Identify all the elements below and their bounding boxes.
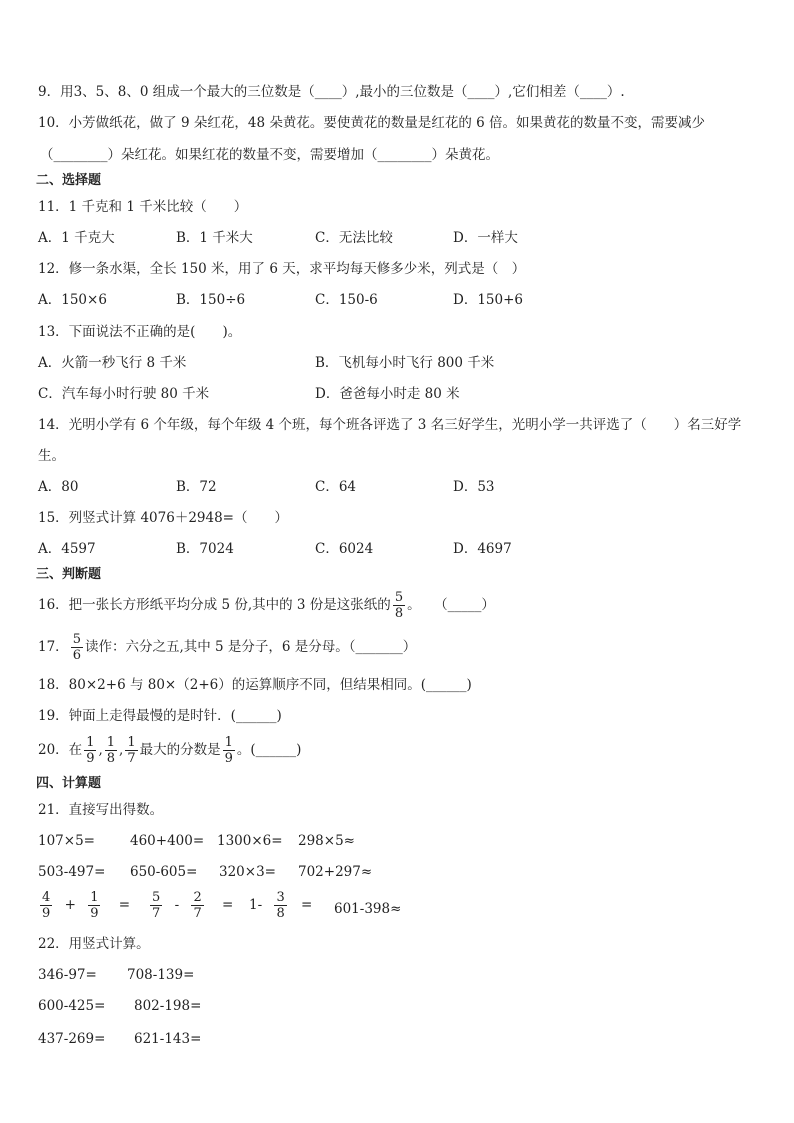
q17-fraction xyxy=(71,632,83,663)
q20-comma-1: , xyxy=(98,742,103,758)
question-20 xyxy=(38,735,301,766)
q20-answer-fraction xyxy=(223,735,235,766)
q21-e3-den: 8 xyxy=(276,906,285,921)
question-22: 22．用竖式计算。 xyxy=(38,936,150,952)
q20-f1-den: 9 xyxy=(86,751,95,766)
question-12: 12．修一条水渠，全长 150 米，用了 6 天，求平均每天修多少米，列式是（ ） xyxy=(38,261,526,277)
q11-option-c: C．无法比较 xyxy=(315,230,393,246)
q17-number: 17． xyxy=(38,639,69,655)
q16-blank: 。 （_____） xyxy=(407,597,495,613)
q17-numerator: 5 xyxy=(72,632,81,647)
question-18: 18．80×2+6 与 80×（2+6）的运算顺序不同，但结果相同。(______) xyxy=(38,677,472,693)
q16-numerator: 5 xyxy=(394,590,404,605)
q22-r1-c1: 346-97= xyxy=(38,967,97,983)
q21-r2-c4: 702+297≈ xyxy=(298,864,373,880)
q16-text: 16．把一张长方形纸平均分成 5 份,其中的 3 份是这张纸的 xyxy=(38,597,391,613)
question-9: 9．用3、5、8、0 组成一个最大的三位数是（____）,最小的三位数是（____）,它们相差（____）. xyxy=(38,84,625,100)
q15-option-d: D．4697 xyxy=(453,541,512,557)
q20-fraction-2 xyxy=(105,735,117,766)
section-choice-heading: 二、选择题 xyxy=(36,173,102,188)
q20-number: 20．在 xyxy=(38,742,83,758)
q21-e2-op: - xyxy=(174,897,180,913)
q12-option-b: B．150÷6 xyxy=(176,292,246,308)
q21-r2-c2: 650-605= xyxy=(130,864,198,880)
question-14-line2: 生。 xyxy=(38,448,65,464)
q14-option-c: C．64 xyxy=(315,479,357,495)
q20-fraction-3 xyxy=(125,735,137,766)
q20-f3-num: 1 xyxy=(127,735,136,750)
q20-f3-den: 7 xyxy=(127,751,136,766)
q21-r1-c3: 1300×6= xyxy=(217,833,283,849)
q20-comma-2: , xyxy=(119,742,124,758)
q13-option-b: B．飞机每小时飞行 800 千米 xyxy=(315,355,495,371)
q21-e2-eq: = xyxy=(222,897,234,913)
q11-option-d: D．一样大 xyxy=(453,230,518,246)
q22-r2-c1: 600-425= xyxy=(38,998,106,1014)
q20-f2-num: 1 xyxy=(106,735,116,750)
q22-r1-c2: 708-139= xyxy=(127,967,195,983)
q21-r1-c4: 298×5≈ xyxy=(298,833,355,849)
q21-e3-eq: = xyxy=(301,897,313,913)
q21-e1a-den: 9 xyxy=(42,906,51,921)
q16-denominator: 8 xyxy=(394,606,404,621)
q11-option-b: B．1 千米大 xyxy=(176,230,253,246)
q22-r3-c2: 621-143= xyxy=(134,1031,202,1047)
q13-option-c: C．汽车每小时行驶 80 千米 xyxy=(38,386,210,402)
q16-fraction xyxy=(393,590,405,621)
q17-text: 读作：六分之五,其中 5 是分子，6 是分母。（_______） xyxy=(84,639,417,655)
q22-r2-c2: 802-198= xyxy=(134,998,202,1014)
q21-r2-c1: 503-497= xyxy=(38,864,106,880)
q13-option-a: A．火箭一秒飞行 8 千米 xyxy=(38,355,187,371)
q20-fraction-1 xyxy=(84,735,96,766)
q17-denominator: 6 xyxy=(72,648,81,663)
q21-e2b-den: 7 xyxy=(193,906,202,921)
q21-r3-expr2 xyxy=(148,890,233,921)
q21-e1b-num: 1 xyxy=(90,890,99,905)
q14-option-b: B．72 xyxy=(176,479,217,495)
question-10-line1: 10．小芳做纸花，做了 9 朵红花，48 朵黄花。要使黄花的数量是红花的 6 倍。如果黄花的数量不变，需要减少 xyxy=(38,115,705,131)
q22-r3-c1: 437-269= xyxy=(38,1031,106,1047)
q15-option-c: C．6024 xyxy=(315,541,374,557)
q14-option-a: A．80 xyxy=(38,479,79,495)
q21-e1-eq: = xyxy=(118,897,131,913)
question-19: 19．钟面上走得最慢的是时针．(______) xyxy=(38,708,282,724)
q12-option-d: D．150+6 xyxy=(453,292,523,308)
q21-e1b-den: 9 xyxy=(90,906,99,921)
q21-e3-pre: 1- xyxy=(249,897,263,913)
question-14-line1: 14．光明小学有 6 个年级，每个年级 4 个班，每个班各评选了 3 名三好学生，光明小学一共评选了（ ）名三好学 xyxy=(38,417,742,433)
q20-f1-num: 1 xyxy=(86,735,95,750)
question-10-line2: （________）朵红花。如果红花的数量不变，需要增加（________）朵黄花。 xyxy=(40,147,499,163)
q21-r2-c3: 320×3= xyxy=(219,864,276,880)
question-21: 21．直接写出得数。 xyxy=(38,802,164,818)
question-16 xyxy=(38,590,495,621)
q21-r1-c2: 460+400= xyxy=(130,833,205,849)
q21-e2-frac-b xyxy=(191,890,203,921)
q14-option-d: D．53 xyxy=(453,479,495,495)
question-11: 11．1 千克和 1 千米比较（ ） xyxy=(38,199,248,215)
q11-option-a: A．1 千克大 xyxy=(38,230,115,246)
q21-e1-frac-a xyxy=(40,890,52,921)
q21-r1-c1: 107×5= xyxy=(38,833,95,849)
q21-e3-frac xyxy=(274,890,286,921)
q21-e1-frac-b xyxy=(88,890,100,921)
q15-option-a: A．4597 xyxy=(38,541,96,557)
q20-ans-den: 9 xyxy=(224,751,233,766)
q20-f2-den: 8 xyxy=(106,751,116,766)
question-13: 13．下面说法不正确的是( )。 xyxy=(38,324,242,340)
q12-option-a: A．150×6 xyxy=(38,292,107,308)
q20-ans-num: 1 xyxy=(224,735,233,750)
q21-r3-expr4: 601-398≈ xyxy=(334,901,402,917)
section-calc-heading: 四、计算题 xyxy=(36,776,102,791)
q21-e2b-num: 2 xyxy=(193,890,202,905)
q21-e1a-num: 4 xyxy=(42,890,51,905)
q12-option-c: C．150-6 xyxy=(315,292,378,308)
q21-e2a-num: 5 xyxy=(152,890,161,905)
q21-e1-op: + xyxy=(64,897,76,913)
q21-e2a-den: 7 xyxy=(152,906,161,921)
q21-r3-expr1 xyxy=(38,890,130,921)
q20-blank: 。(______) xyxy=(236,742,302,758)
q21-e3-num: 3 xyxy=(276,890,285,905)
q15-option-b: B．7024 xyxy=(176,541,234,557)
q21-e2-frac-a xyxy=(150,890,162,921)
q20-text: 最大的分数是 xyxy=(139,742,221,758)
section-judge-heading: 三、判断题 xyxy=(36,567,102,582)
question-15: 15．列竖式计算 4076＋2948=（ ） xyxy=(38,510,288,526)
question-17 xyxy=(38,632,416,663)
q13-option-d: D．爸爸每小时走 80 米 xyxy=(315,386,460,402)
q21-r3-expr3 xyxy=(249,890,312,921)
